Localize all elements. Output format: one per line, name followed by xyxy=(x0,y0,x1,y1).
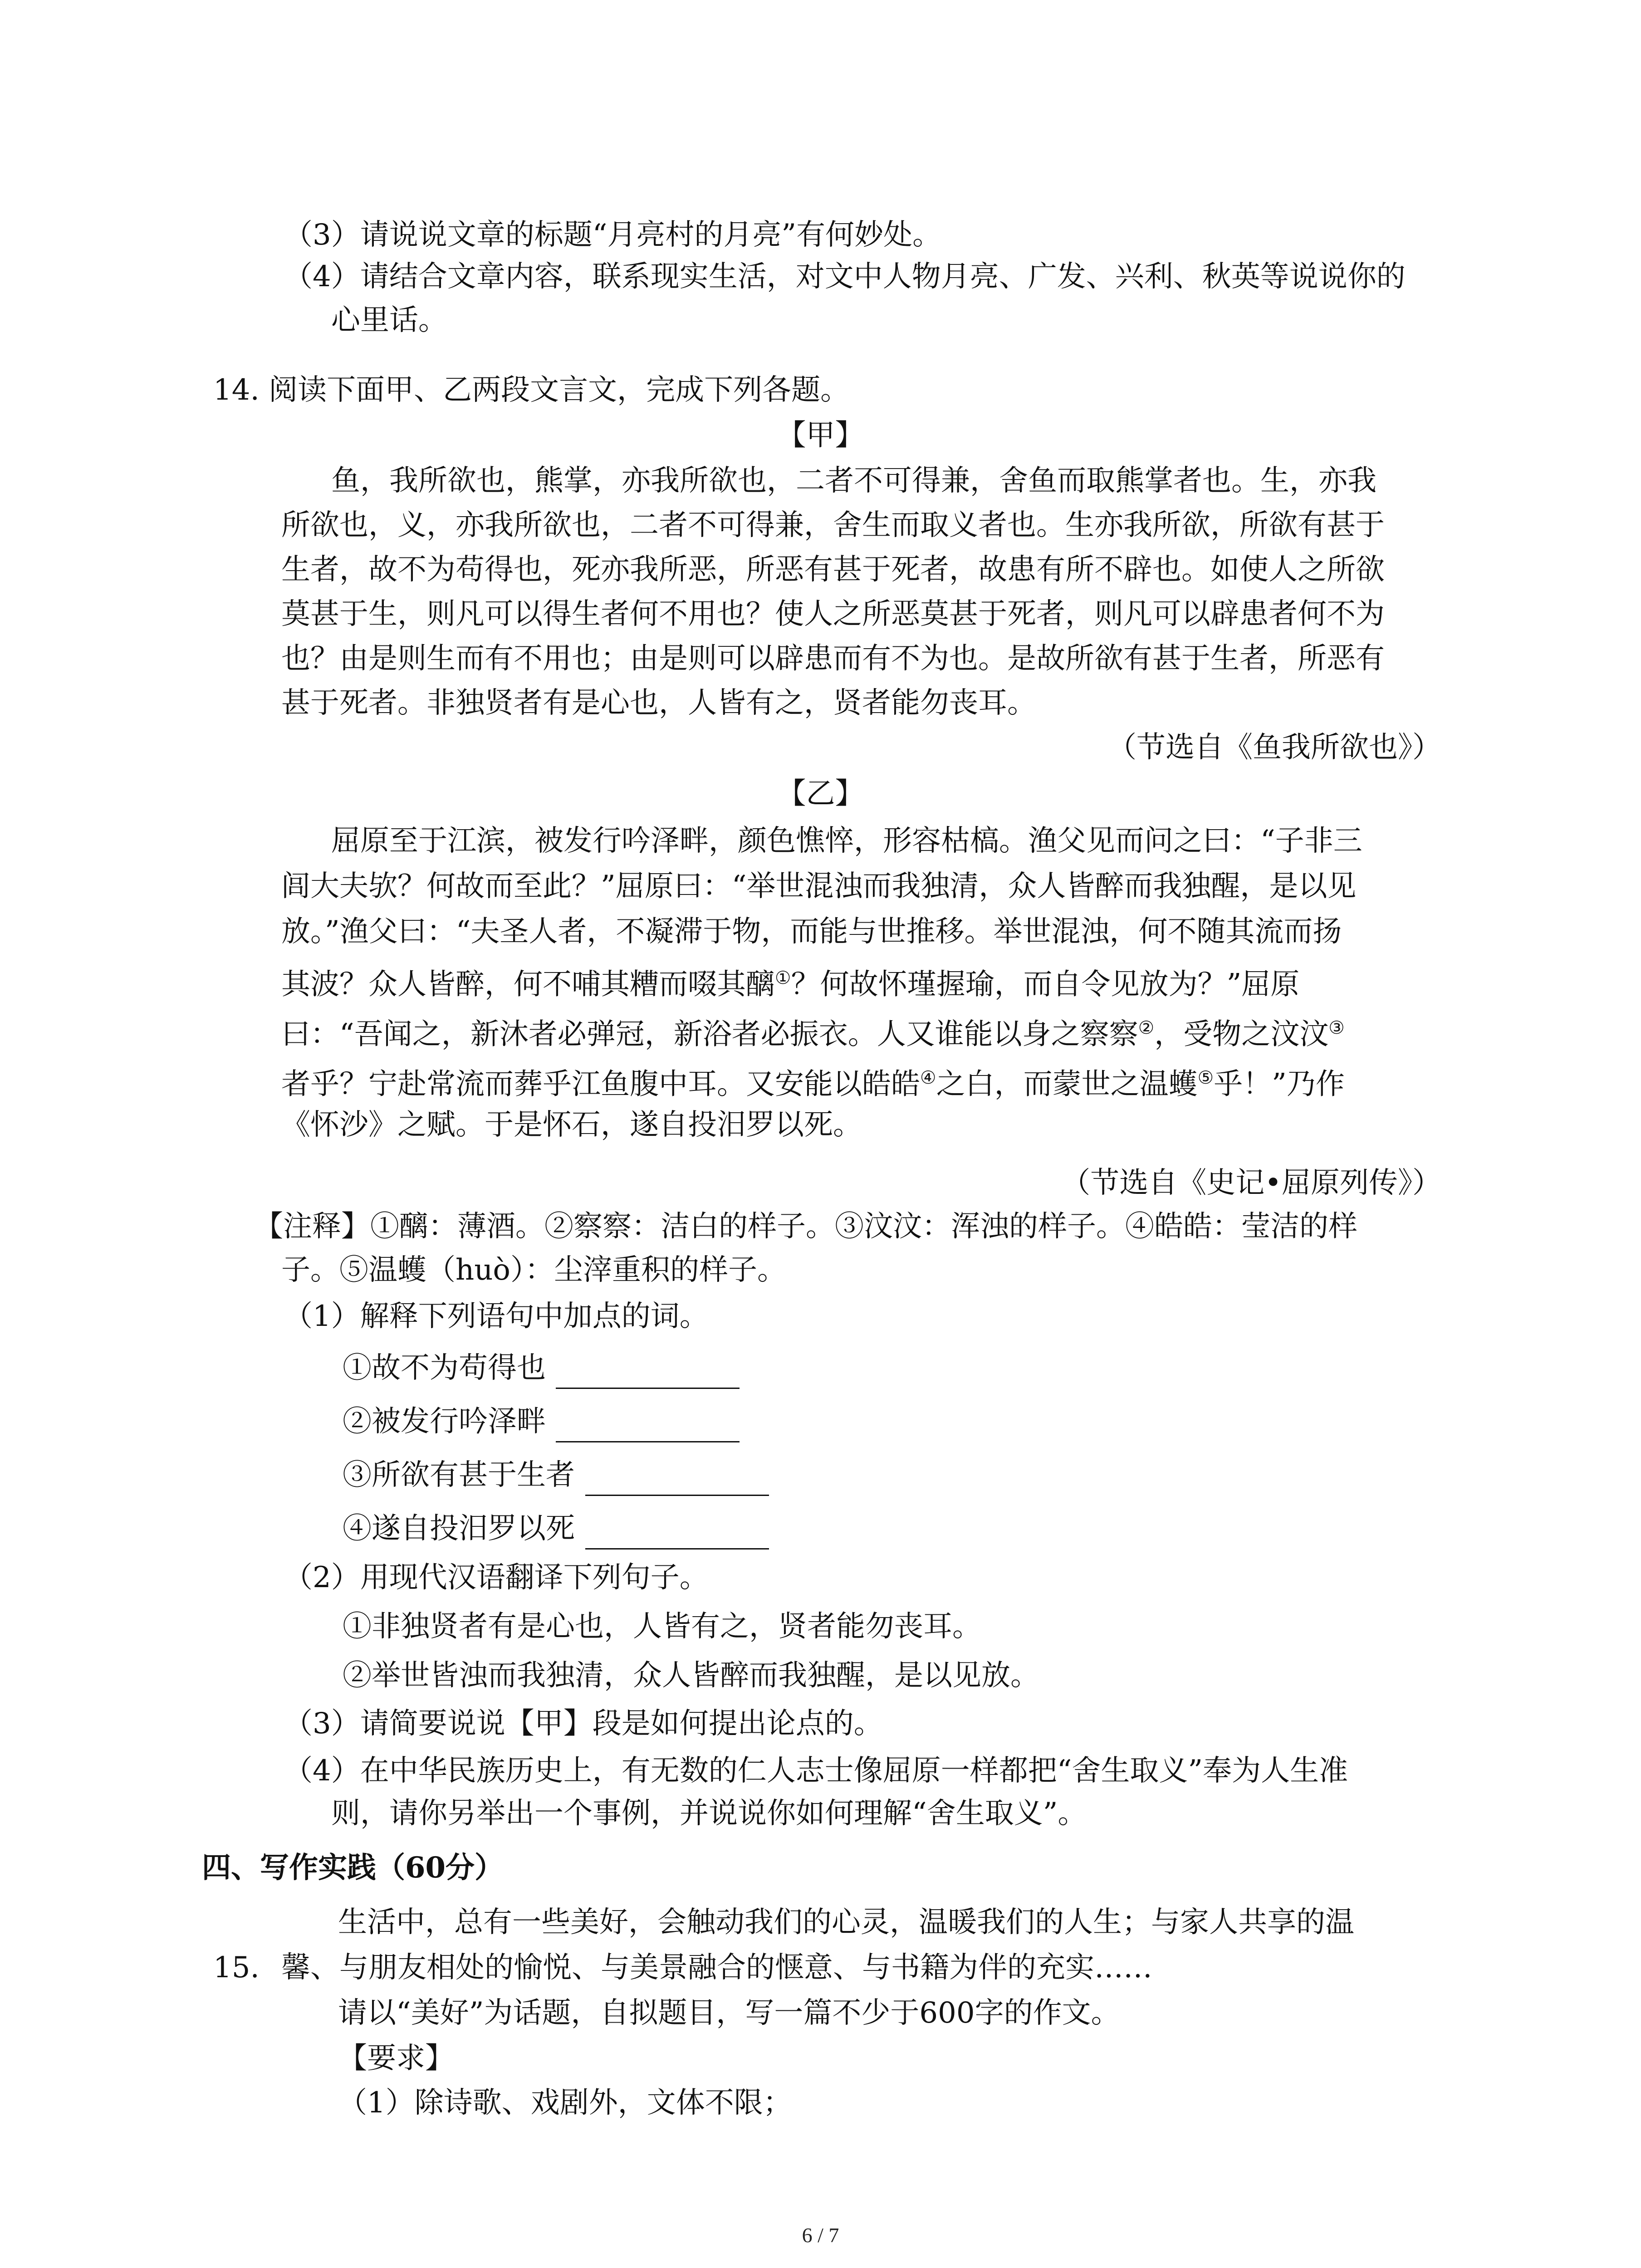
q14-intro: 14. 阅读下面甲、乙两段文言文，完成下列各题。 xyxy=(213,373,850,407)
q15-line-1: 生活中，总有一些美好，会触动我们的心灵，温暖我们的人生；与家人共享的温 xyxy=(338,1906,1354,1939)
note-mark-2: ② xyxy=(1138,1017,1155,1038)
note-mark-1: ① xyxy=(775,968,791,988)
yi-line-2: 闾大夫欤？何故而至此？”屈原曰：“举世混浊而我独清，众人皆醉而我独醒，是以见 xyxy=(281,870,1357,903)
page-number: 6 / 7 xyxy=(802,2224,839,2247)
section4-title: 四、写作实践（60分） xyxy=(202,1851,504,1885)
sub1-item-2: ②被发行吟泽畔 xyxy=(343,1405,546,1438)
sub2-item-1: ①非独贤者有是心也，人皆有之，贤者能勿丧耳。 xyxy=(343,1610,981,1643)
note-mark-4: ④ xyxy=(920,1067,936,1088)
sub1-item-3: ③所欲有甚于生者 xyxy=(343,1458,575,1492)
q13-sub4-line1: （4）请结合文章内容，联系现实生活，对文中人物月亮、广发、兴利、秋英等说说你的 xyxy=(284,260,1406,293)
sub1-item-1: ①故不为苟得也 xyxy=(343,1351,546,1385)
q14-sub4-line2: 则，请你另举出一个事例，并说说你如何理解“舍生取义”。 xyxy=(331,1797,1087,1830)
yi-line-7: 《怀沙》之赋。于是怀石，遂自投汨罗以死。 xyxy=(281,1108,862,1142)
sub1-item-4: ④遂自投汨罗以死 xyxy=(343,1512,575,1545)
yi-heading: 【乙】 xyxy=(777,777,864,811)
q14-sub3: （3）请简要说说【甲】段是如何提出论点的。 xyxy=(284,1707,883,1740)
yi-source: （节选自《史记•屈原列传》） xyxy=(1061,1166,1441,1200)
sub2-item-2: ②举世皆浊而我独清，众人皆醉而我独醒，是以见放。 xyxy=(343,1659,1039,1692)
jia-line-3: 生者，故不为苟得也，死亦我所恶，所恶有甚于死者，故患有所不辟也。如使人之所欲 xyxy=(281,553,1385,587)
q14-sub2: （2）用现代汉语翻译下列句子。 xyxy=(284,1561,709,1594)
jia-line-4: 莫甚于生，则凡可以得生者何不用也？使人之所恶莫甚于死者，则凡可以辟患者何不为 xyxy=(281,597,1385,631)
answer-blank-2[interactable] xyxy=(556,1441,740,1442)
jia-line-1: 鱼，我所欲也，熊掌，亦我所欲也，二者不可得兼，舍鱼而取熊掌者也。生，亦我 xyxy=(331,464,1376,498)
q14-sub1: （1）解释下列语句中加点的词。 xyxy=(284,1300,709,1333)
answer-blank-4[interactable] xyxy=(585,1548,769,1549)
yi-line-4: 其波？众人皆醉，何不哺其糟而啜其醨①？何故怀瑾握瑜，而自令见放为？”屈原 xyxy=(281,968,1300,1002)
jia-source: （节选自《鱼我所欲也》） xyxy=(1107,731,1441,764)
q13-sub4-line2: 心里话。 xyxy=(331,303,447,337)
notes-line-1: 【注释】①醨：薄酒。②察察：洁白的样子。③汶汶：浑浊的样子。④皓皓：莹洁的样 xyxy=(254,1210,1357,1243)
jia-heading: 【甲】 xyxy=(777,419,864,452)
answer-blank-1[interactable] xyxy=(556,1388,740,1389)
yi-line-3: 放。”渔父曰：“夫圣人者，不凝滞于物，而能与世推移。举世混浊，何不随其流而扬 xyxy=(281,915,1342,948)
jia-line-5: 也？由是则生而有不用也；由是则可以辟患而有不为也。是故所欲有甚于生者，所恶有 xyxy=(281,642,1385,675)
q15-line-2: 馨、与朋友相处的愉悦、与美景融合的惬意、与书籍为伴的充实…… xyxy=(281,1951,1152,1984)
jia-line-2: 所欲也，义，亦我所欲也，二者不可得兼，舍生而取义者也。生亦我所欲，所欲有甚于 xyxy=(281,508,1385,542)
notes-line-2: 子。⑤温蠖（huò）：尘滓重积的样子。 xyxy=(281,1253,786,1287)
note-mark-5: ⑤ xyxy=(1197,1067,1214,1088)
yi-line-6: 者乎？宁赴常流而葬乎江鱼腹中耳。又安能以皓皓④之白，而蒙世之温蠖⑤乎！”乃作 xyxy=(281,1067,1345,1101)
requirements-heading: 【要求】 xyxy=(338,2042,454,2075)
requirement-1: （1）除诗歌、戏剧外，文体不限； xyxy=(338,2086,792,2120)
yi-line-1: 屈原至于江滨，被发行吟泽畔，颜色憔悴，形容枯槁。渔父见而问之曰：“子非三 xyxy=(331,824,1362,858)
answer-blank-3[interactable] xyxy=(585,1495,769,1496)
q15-line-3: 请以“美好”为话题，自拟题目，写一篇不少于600字的作文。 xyxy=(338,1996,1120,2030)
q13-sub3: （3）请说说文章的标题“月亮村的月亮”有何妙处。 xyxy=(284,218,942,252)
yi-line-5: 曰：“吾闻之，新沐者必弹冠，新浴者必振衣。人又谁能以身之察察②，受物之汶汶③ xyxy=(281,1017,1345,1051)
note-mark-3: ③ xyxy=(1328,1017,1345,1038)
jia-line-6: 甚于死者。非独贤者有是心也，人皆有之，贤者能勿丧耳。 xyxy=(281,686,1036,720)
q15-number: 15. xyxy=(213,1951,260,1984)
q14-sub4-line1: （4）在中华民族历史上，有无数的仁人志士像屈原一样都把“舍生取义”奉为人生准 xyxy=(284,1754,1348,1788)
